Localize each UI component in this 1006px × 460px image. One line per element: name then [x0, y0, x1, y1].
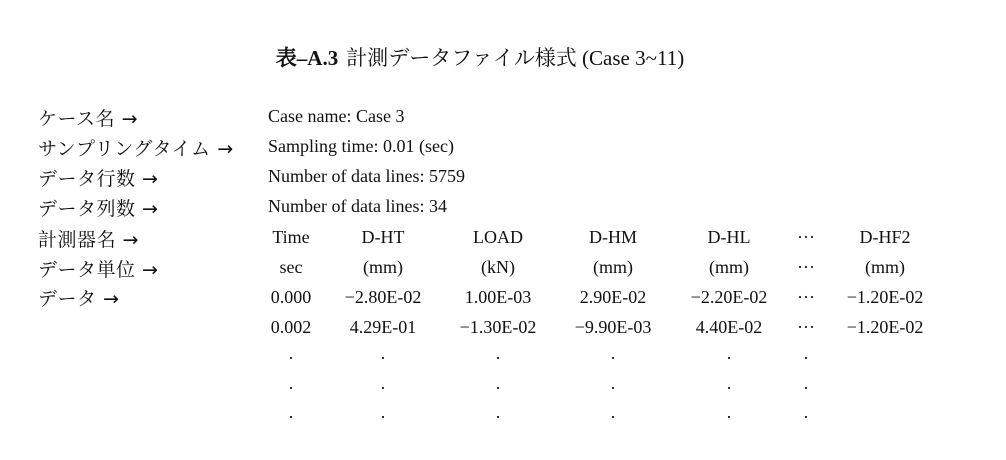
info-data-lines-1: Number of data lines: 5759 — [268, 166, 465, 186]
continuation-dot: . — [288, 373, 294, 393]
table-cell: 4.40E-02 — [695, 317, 763, 337]
unit-time: sec — [279, 257, 303, 277]
header-d-ht: D-HT — [361, 227, 405, 247]
continuation-dot: . — [610, 402, 616, 422]
continuation-dot: . — [380, 373, 386, 393]
table-cell: −2.20E-02 — [690, 287, 768, 307]
table-cell: −2.80E-02 — [344, 287, 422, 307]
table-cell: −1.20E-02 — [846, 317, 924, 337]
info-sampling-time: Sampling time: 0.01 (sec) — [268, 136, 454, 156]
table-cell: 4.29E-01 — [349, 317, 417, 337]
continuation-dot: . — [803, 373, 809, 393]
table-cell: ··· — [797, 287, 815, 307]
unit-load: (kN) — [481, 257, 515, 277]
continuation-dot: . — [726, 373, 732, 393]
continuation-dot: . — [495, 373, 501, 393]
table-cell: −9.90E-03 — [574, 317, 652, 337]
table-cell: 1.00E-03 — [464, 287, 532, 307]
table-cell: 2.90E-02 — [579, 287, 647, 307]
label-data-rows: データ行数 → — [38, 168, 159, 190]
table-cell: −1.30E-02 — [459, 317, 537, 337]
continuation-dot: . — [288, 343, 294, 363]
label-case-name: ケース名 → — [38, 108, 139, 130]
table-cell: 0.000 — [270, 287, 312, 307]
unit-ellipsis: ··· — [797, 257, 815, 277]
table-cell: 0.002 — [270, 317, 312, 337]
info-case-name: Case name: Case 3 — [268, 106, 405, 126]
table-number: 表–A.3 — [275, 46, 339, 70]
continuation-dot: . — [610, 373, 616, 393]
continuation-dot: . — [803, 343, 809, 363]
info-data-lines-2: Number of data lines: 34 — [268, 196, 447, 216]
continuation-dot: . — [288, 402, 294, 422]
continuation-dot: . — [610, 343, 616, 363]
header-time: Time — [272, 227, 310, 247]
header-ellipsis: ··· — [797, 227, 815, 247]
header-d-hl: D-HL — [707, 227, 751, 247]
label-units: データ単位 → — [38, 259, 159, 281]
table-cell: −1.20E-02 — [846, 287, 924, 307]
continuation-dot: . — [803, 402, 809, 422]
table-title — [0, 42, 960, 72]
unit-d-hm: (mm) — [593, 257, 633, 277]
unit-d-ht: (mm) — [363, 257, 403, 277]
header-d-hf2: D-HF2 — [859, 227, 911, 247]
continuation-dot: . — [726, 343, 732, 363]
header-load: LOAD — [473, 227, 523, 247]
label-sampling-time: サンプリングタイム → — [38, 138, 234, 160]
label-data: データ → — [38, 288, 120, 310]
unit-d-hf2: (mm) — [865, 257, 905, 277]
label-instruments: 計測器名 → — [38, 229, 139, 251]
header-d-hm: D-HM — [589, 227, 637, 247]
label-data-cols: データ列数 → — [38, 198, 159, 220]
unit-d-hl: (mm) — [709, 257, 749, 277]
continuation-dot: . — [495, 402, 501, 422]
continuation-dot: . — [495, 343, 501, 363]
continuation-dot: . — [380, 343, 386, 363]
table-caption: 計測データファイル様式 (Case 3~11) — [346, 46, 685, 70]
table-cell: ··· — [797, 317, 815, 337]
continuation-dot: . — [726, 402, 732, 422]
continuation-dot: . — [380, 402, 386, 422]
